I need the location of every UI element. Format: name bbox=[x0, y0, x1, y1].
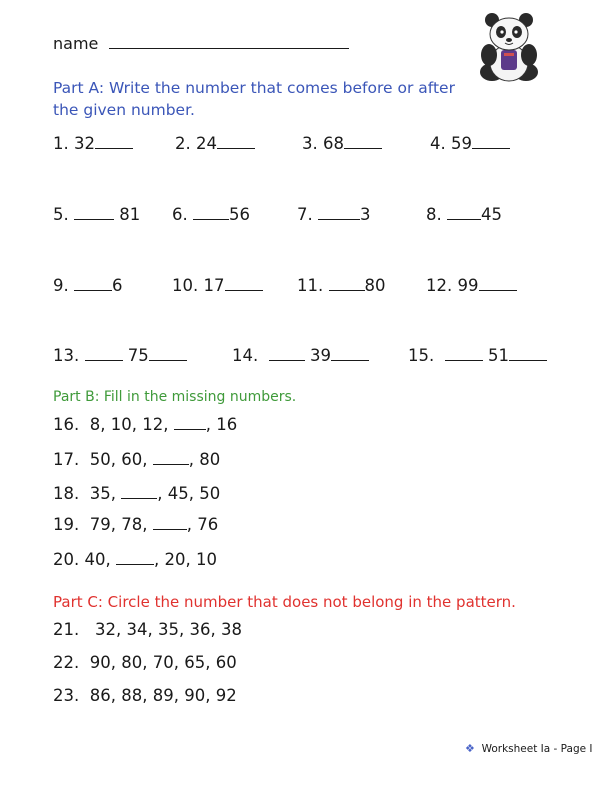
question-3: 3. 68 bbox=[302, 134, 382, 153]
name-label: name bbox=[53, 34, 99, 53]
question-5: 5. 81 bbox=[53, 205, 141, 224]
question-1: 1. 32 bbox=[53, 134, 133, 153]
question-7: 7. 3 bbox=[297, 205, 371, 224]
question-10: 10. 17 bbox=[172, 276, 263, 295]
question-19: 19. 79, 78, , 76 bbox=[53, 515, 219, 534]
name-field bbox=[53, 34, 349, 53]
part-b-instruction: Part B: Fill in the missing numbers. bbox=[53, 389, 297, 405]
diamond-bullet-icon: ❖ bbox=[465, 742, 475, 755]
question-14: 14. 39 bbox=[232, 346, 369, 365]
question-13: 13. 75 bbox=[53, 346, 187, 365]
question-12: 12. 99 bbox=[426, 276, 517, 295]
question-18: 18. 35, , 45, 50 bbox=[53, 484, 221, 503]
question-21: 21. 32, 34, 35, 36, 38 bbox=[53, 620, 242, 639]
question-2: 2. 24 bbox=[175, 134, 255, 153]
panda-mascot-icon bbox=[470, 10, 548, 88]
question-23: 23. 86, 88, 89, 90, 92 bbox=[53, 686, 237, 705]
question-4: 4. 59 bbox=[430, 134, 510, 153]
question-9: 9. 6 bbox=[53, 276, 123, 295]
question-6: 6. 56 bbox=[172, 205, 250, 224]
part-a-instruction: Part A: Write the number that comes before or after the given number. bbox=[53, 79, 455, 119]
question-16: 16. 8, 10, 12, , 16 bbox=[53, 415, 238, 434]
question-11: 11. 80 bbox=[297, 276, 386, 295]
question-20: 20. 40, , 20, 10 bbox=[53, 550, 217, 569]
page-footer bbox=[465, 742, 593, 755]
part-c-instruction: Part C: Circle the number that does not belong in the pattern. bbox=[53, 593, 516, 611]
question-8: 8. 45 bbox=[426, 205, 502, 224]
question-22: 22. 90, 80, 70, 65, 60 bbox=[53, 653, 237, 672]
question-17: 17. 50, 60, , 80 bbox=[53, 450, 221, 469]
name-blank-line[interactable] bbox=[109, 34, 349, 49]
question-15: 15. 51 bbox=[408, 346, 547, 365]
footer-text: Worksheet Ia - Page I bbox=[481, 743, 593, 755]
